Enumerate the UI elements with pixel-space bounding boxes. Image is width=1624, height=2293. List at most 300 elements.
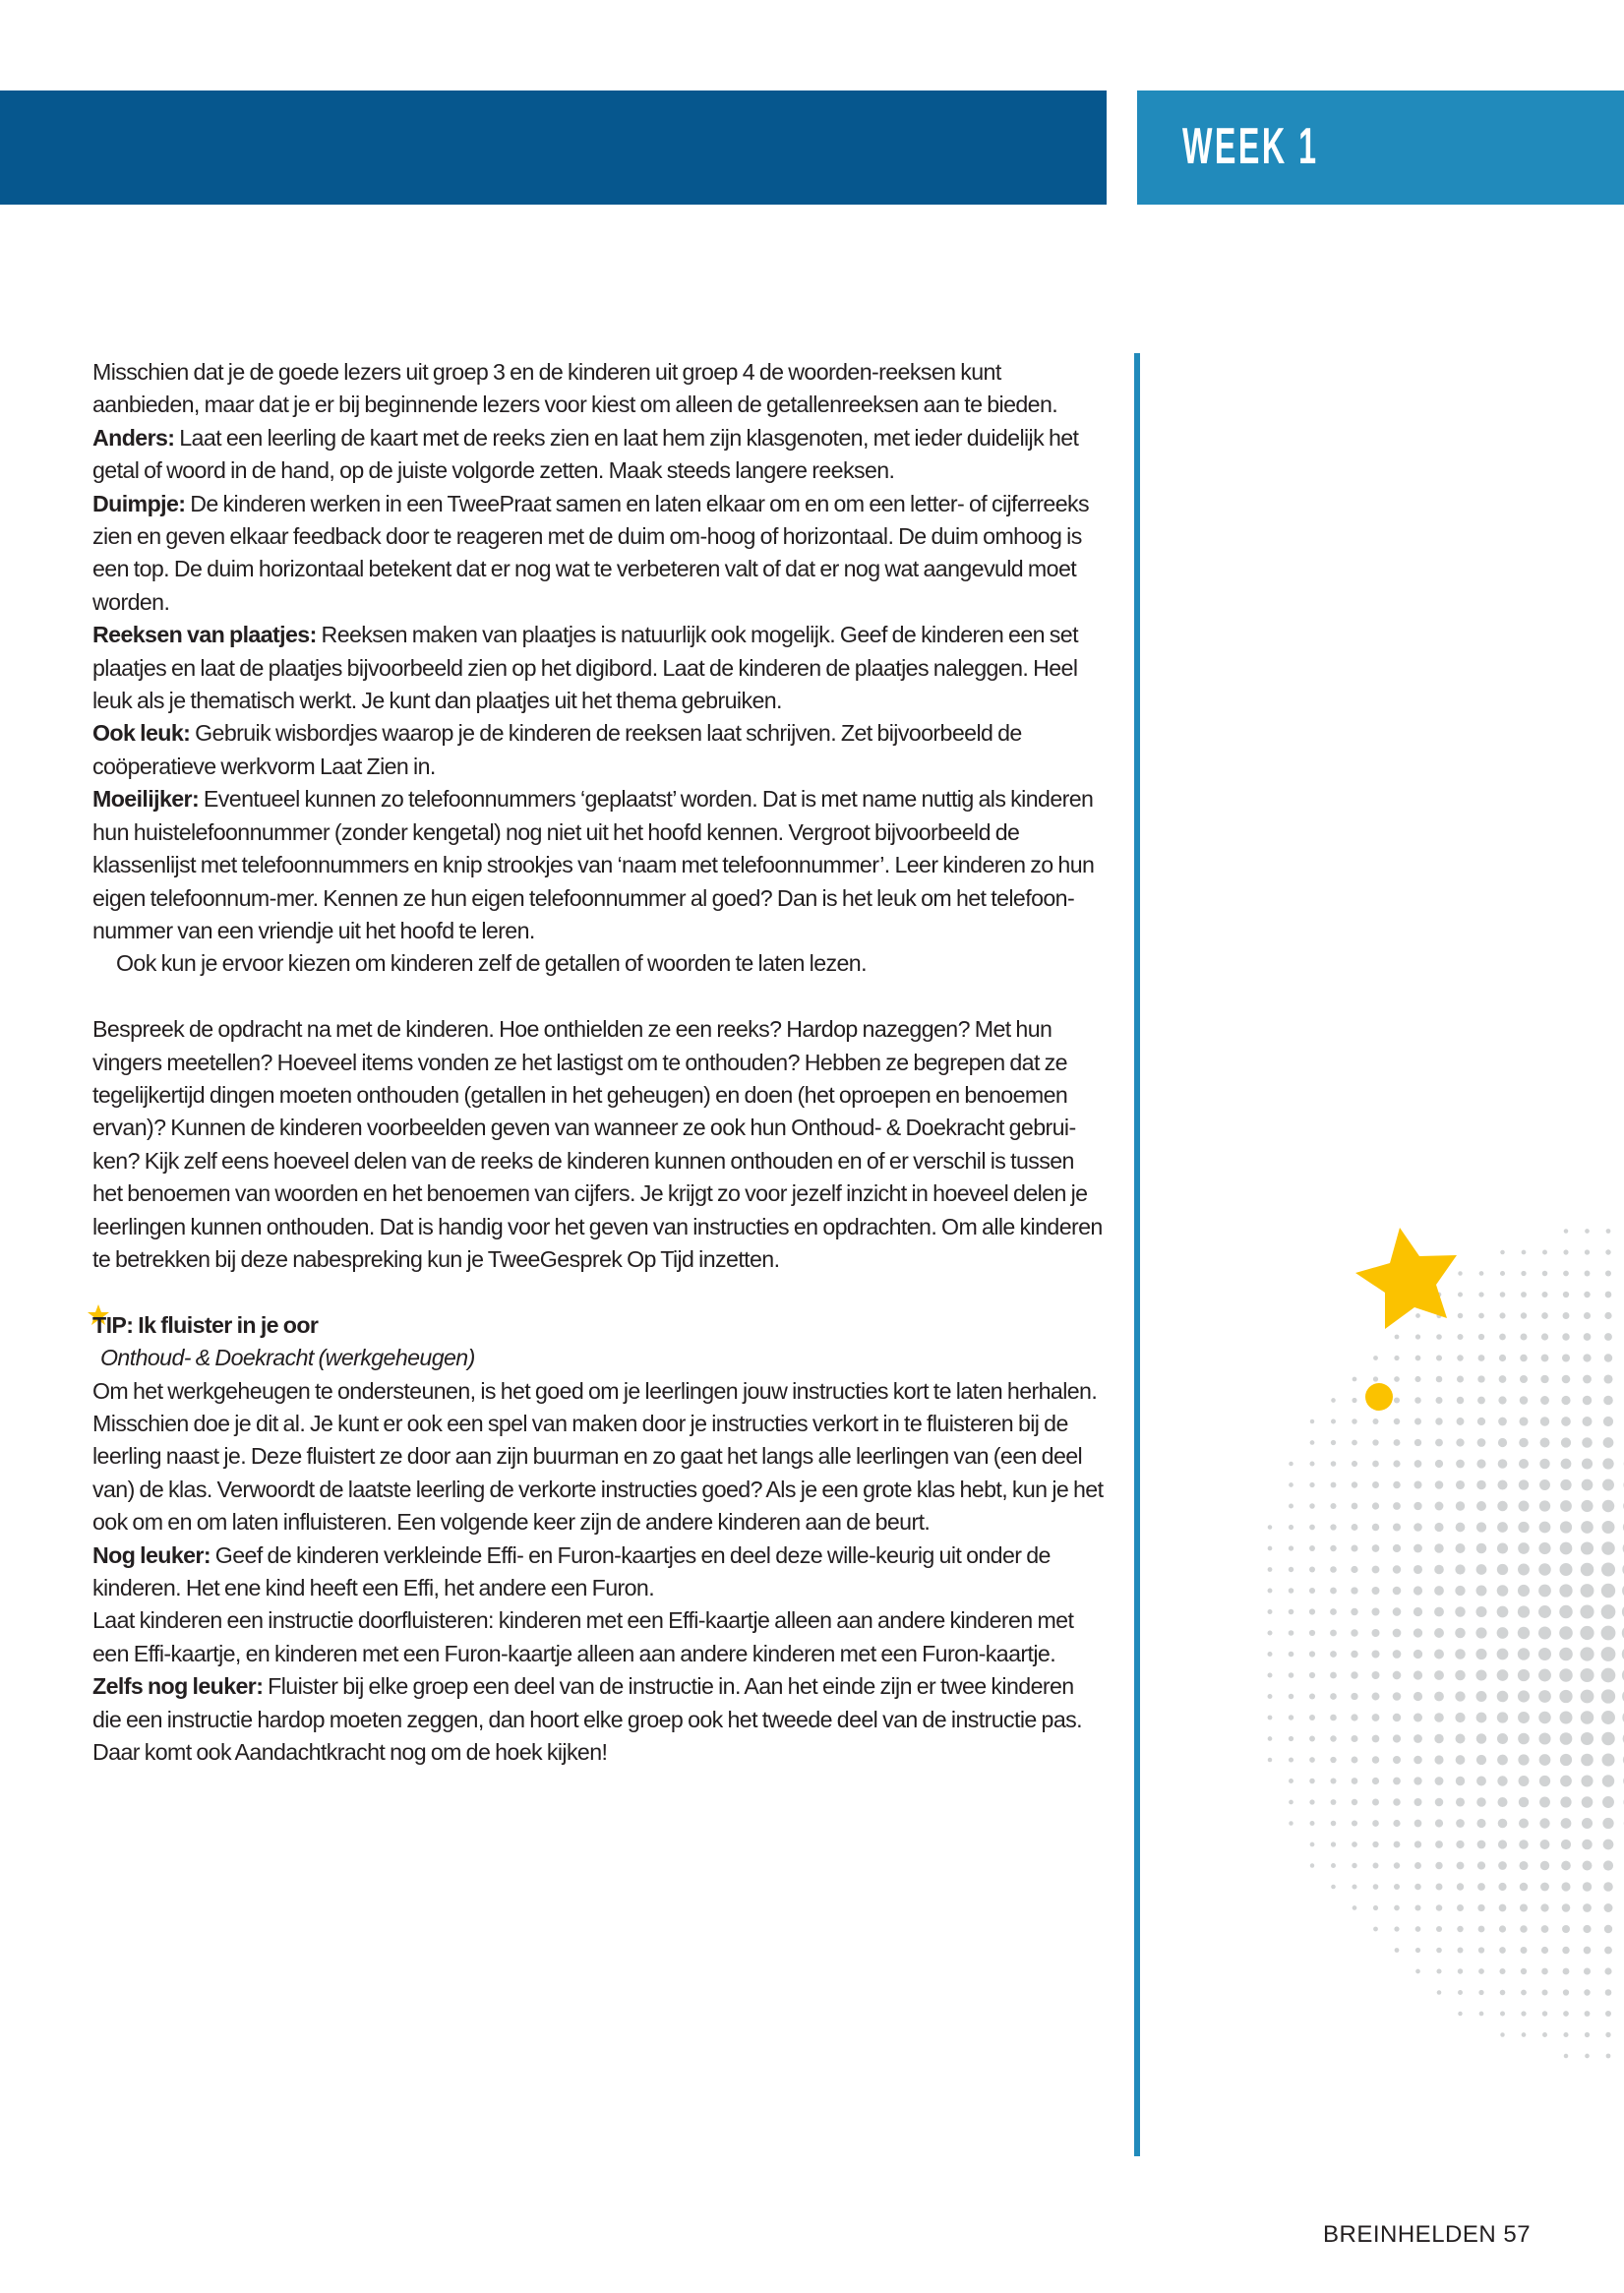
halftone-dot [1309, 1651, 1315, 1657]
halftone-dot [1538, 1542, 1550, 1554]
halftone-dot [1331, 1885, 1336, 1890]
halftone-dot [1604, 1903, 1613, 1912]
halftone-dot [1518, 1522, 1529, 1533]
halftone-dot [1393, 1692, 1402, 1701]
halftone-dot [1372, 1735, 1380, 1743]
halftone-dot [1540, 1417, 1549, 1425]
halftone-dot [1604, 1967, 1611, 1974]
halftone-dot [1606, 1229, 1611, 1234]
halftone-dot [1497, 1606, 1509, 1618]
halftone-dot [1393, 1523, 1401, 1531]
halftone-dot [1538, 1732, 1550, 1744]
halftone-dot [1540, 1438, 1550, 1448]
halftone-dot [1330, 1735, 1336, 1741]
halftone-dot [1330, 1693, 1337, 1700]
label-nog-leuker: Nog leuker: [92, 1541, 211, 1568]
halftone-dot [1331, 1841, 1336, 1846]
halftone-dot [1601, 1647, 1616, 1661]
halftone-dot [1395, 1335, 1400, 1340]
halftone-dot [1330, 1545, 1336, 1551]
halftone-dot [1601, 1732, 1614, 1745]
halftone-dot [1560, 1712, 1573, 1724]
halftone-dot [1413, 1777, 1421, 1784]
halftone-dot [1457, 1376, 1464, 1383]
halftone-dot [1393, 1502, 1401, 1510]
halftone-dot [1455, 1691, 1465, 1701]
halftone-dot [1581, 1754, 1594, 1767]
halftone-dot [1581, 1541, 1594, 1554]
halftone-dot [1583, 1396, 1592, 1405]
halftone-dot [1518, 1733, 1530, 1745]
halftone-dot [1583, 1925, 1591, 1933]
halftone-dot [1393, 1629, 1402, 1638]
halftone-dot [1604, 1312, 1611, 1319]
halftone-dot [1458, 1334, 1464, 1340]
halftone-dot [1475, 1627, 1486, 1638]
halftone-dot [1560, 1479, 1571, 1490]
halftone-dot [1393, 1607, 1402, 1616]
halftone-dot [1434, 1650, 1444, 1659]
halftone-dot [1519, 1479, 1529, 1489]
halftone-dot [1602, 1479, 1614, 1491]
halftone-dot [1309, 1821, 1314, 1826]
halftone-dot [1310, 1440, 1315, 1445]
halftone-dot [1309, 1525, 1315, 1531]
halftone-dot [1455, 1670, 1465, 1680]
halftone-dot [1330, 1588, 1337, 1595]
text-ook-leuk: Gebruik wisbordjes waarop je de kinderen de reeksen laat schrijven. Zet bijvoorbeeld de coöperatieve werkvorm Laat Zien in. [92, 720, 1022, 779]
halftone-dot [1309, 1757, 1315, 1763]
halftone-dot [1562, 1947, 1569, 1954]
halftone-dot [1476, 1501, 1486, 1511]
halftone-dot [1476, 1691, 1487, 1702]
halftone-dot [1585, 2011, 1591, 2017]
halftone-dot [1351, 1671, 1357, 1678]
halftone-dot [1372, 1502, 1379, 1509]
halftone-dot [1455, 1649, 1466, 1659]
halftone-dot [1520, 1925, 1527, 1932]
halftone-dot [1497, 1585, 1509, 1597]
halftone-dot [1582, 1840, 1593, 1850]
paragraph-moeilijker [92, 783, 1106, 947]
halftone-dot [1560, 1500, 1572, 1512]
halftone-dot [1584, 1989, 1590, 1995]
halftone-dot [1601, 1626, 1616, 1641]
halftone-dot [1413, 1628, 1422, 1637]
halftone-dot [1372, 1566, 1380, 1574]
halftone-dot [1394, 1397, 1400, 1403]
halftone-dot [1582, 1458, 1593, 1469]
halftone-dot [1413, 1523, 1422, 1532]
halftone-dot [1539, 1776, 1550, 1786]
halftone-dot [1393, 1756, 1401, 1764]
halftone-dot [1434, 1523, 1443, 1532]
halftone-dot [1538, 1669, 1551, 1682]
label-moeilijker: Moeilijker: [92, 786, 200, 813]
halftone-dot [1559, 1626, 1573, 1640]
halftone-dot [1268, 1631, 1273, 1636]
halftone-dot [1331, 1440, 1336, 1445]
halftone-dot [1500, 1292, 1506, 1297]
halftone-dot [1393, 1587, 1402, 1596]
halftone-dot [1521, 2011, 1526, 2016]
halftone-dot [1500, 1990, 1506, 1996]
halftone-dot [1522, 2032, 1527, 2037]
halftone-dot [1330, 1630, 1337, 1637]
halftone-dot [1520, 1375, 1528, 1383]
halftone-dot [1268, 1567, 1273, 1572]
halftone-dot [1584, 1312, 1591, 1319]
halftone-dot [1560, 1796, 1571, 1807]
halftone-dot [1415, 1334, 1420, 1339]
label-anders: Anders: [92, 424, 175, 451]
halftone-dot [1457, 1355, 1464, 1361]
tip-title: TIP: Ik fluister in je oor [92, 1311, 319, 1338]
halftone-dot [1519, 1840, 1529, 1849]
halftone-dot [1519, 1501, 1530, 1512]
halftone-dot [1497, 1712, 1508, 1722]
halftone-dot [1455, 1564, 1465, 1574]
halftone-dot [1562, 1354, 1570, 1361]
halftone-dot [1476, 1522, 1486, 1532]
halftone-dot [1542, 1250, 1547, 1255]
halftone-dot [1436, 1968, 1441, 1973]
halftone-dot [1498, 1418, 1507, 1426]
halftone-dot [1519, 1819, 1529, 1829]
halftone-dot [1582, 1479, 1594, 1491]
halftone-dot [1605, 2011, 1611, 2017]
halftone-dot [1457, 1926, 1463, 1932]
halftone-dot [1436, 1376, 1443, 1383]
halftone-dot [1500, 2032, 1504, 2036]
halftone-dot [1538, 1712, 1550, 1723]
halftone-dot [1330, 1524, 1336, 1530]
halftone-dot [1521, 1990, 1527, 1996]
halftone-dot [1413, 1607, 1422, 1616]
halftone-dot [1561, 1396, 1570, 1405]
halftone-dot [1372, 1461, 1379, 1468]
halftone-dot [1309, 1693, 1315, 1699]
halftone-dot [1394, 1884, 1400, 1890]
halftone-dot [1521, 1271, 1526, 1276]
halftone-dot [1268, 1525, 1273, 1530]
halftone-dot [1351, 1714, 1357, 1720]
halftone-dot [1393, 1734, 1401, 1742]
halftone-dot [1601, 1711, 1615, 1724]
halftone-dot [1585, 1229, 1590, 1234]
halftone-dot [1434, 1607, 1444, 1617]
halftone-dot [1522, 1250, 1527, 1255]
halftone-dot [1268, 1673, 1273, 1678]
halftone-dot [1455, 1628, 1466, 1639]
halftone-dot [1497, 1797, 1507, 1807]
halftone-dot [1393, 1671, 1402, 1680]
halftone-dot [1605, 2032, 1610, 2037]
halftone-dot [1497, 1691, 1509, 1703]
halftone-dot [1585, 2054, 1590, 2059]
halftone-dot [1479, 1271, 1484, 1276]
halftone-dot [1561, 1840, 1571, 1849]
halftone-dot [1605, 1292, 1612, 1298]
halftone-dot [1581, 1584, 1594, 1598]
halftone-dot [1371, 1671, 1379, 1679]
halftone-dot [1581, 1711, 1594, 1723]
halftone-dot [1414, 1439, 1421, 1446]
halftone-dot [1478, 1968, 1484, 1974]
halftone-dot [1372, 1544, 1380, 1552]
halftone-dot [1351, 1566, 1357, 1573]
halftone-dot [1309, 1503, 1315, 1509]
halftone-dot [1352, 1398, 1356, 1403]
halftone-dot [1603, 1417, 1613, 1426]
halftone-dot [1413, 1714, 1422, 1722]
halftone-dot [1476, 1777, 1486, 1786]
halftone-dot [1538, 1605, 1551, 1618]
halftone-dot [1458, 1968, 1463, 1973]
page-footer: BREINHELDEN 57 [1323, 2221, 1532, 2248]
halftone-dot [1435, 1418, 1442, 1424]
halftone-dot [1603, 1840, 1614, 1850]
halftone-dot [1434, 1734, 1443, 1743]
halftone-dot [1457, 1397, 1464, 1404]
halftone-dot [1310, 1863, 1314, 1867]
halftone-dot [1561, 1437, 1571, 1447]
halftone-dot [1456, 1840, 1464, 1848]
halftone-dot [1437, 1990, 1442, 1995]
halftone-dot [1563, 1271, 1569, 1277]
halftone-dot [1580, 1626, 1594, 1640]
paragraph-tip: Om het werkgeheugen te ondersteunen, is het goed om je leerlingen jouw instructies kort te laten herhalen. Misschien doe je dit al. Je kunt er ook een spel van maken door je instructies verkort in te fluisteren bij de leerling naast je. Deze fluistert ze door aan zijn buurman en zo gaat het langs alle leerlingen van (een deel van) de klas. Verwoordt de laatste leerling de verkorte instructies goed? Als je een grote klas hebt, kun je het ook om en om laten influisteren. Een volgende keer zijn de andere kinderen aan de beurt. [92, 1377, 1104, 1536]
halftone-dot [1458, 1293, 1463, 1297]
halftone-dot [1393, 1820, 1400, 1827]
halftone-dot [1538, 1690, 1551, 1703]
halftone-dot [1604, 1925, 1612, 1933]
halftone-dot [1413, 1670, 1422, 1679]
halftone-dot [1583, 1882, 1592, 1891]
halftone-dot [1435, 1480, 1444, 1489]
halftone-dot [1372, 1799, 1379, 1806]
halftone-dot [1601, 1541, 1615, 1555]
halftone-dot [1498, 1883, 1506, 1891]
halftone-dot [1268, 1694, 1273, 1699]
halftone-decoration [1131, 1180, 1624, 2164]
halftone-dot [1373, 1376, 1378, 1381]
halftone-dot [1456, 1438, 1464, 1446]
halftone-dot [1436, 1355, 1442, 1360]
halftone-dot [1603, 1437, 1614, 1448]
halftone-dot [1352, 1799, 1357, 1805]
halftone-dot [1601, 1689, 1615, 1703]
halftone-dot [1499, 1375, 1507, 1383]
halftone-dot [1601, 1668, 1616, 1683]
halftone-dot [1581, 1690, 1594, 1704]
label-duimpje: Duimpje: [92, 490, 186, 516]
halftone-dot [1413, 1692, 1422, 1701]
halftone-dot [1414, 1904, 1420, 1910]
halftone-dot [1414, 1820, 1422, 1828]
halftone-dot [1413, 1565, 1422, 1574]
halftone-dot [1458, 2012, 1462, 2016]
halftone-dot [1435, 1439, 1443, 1447]
halftone-dot [1456, 1501, 1465, 1510]
halftone-dot [1309, 1799, 1314, 1804]
halftone-dot [1604, 1354, 1612, 1361]
halftone-dot [1540, 1396, 1549, 1405]
spacer [92, 981, 1106, 1013]
halftone-dot [1309, 1482, 1314, 1487]
halftone-dot [1393, 1460, 1400, 1467]
halftone-dot [1372, 1587, 1380, 1595]
halftone-dot [1372, 1756, 1379, 1763]
halftone-dot [1456, 1777, 1465, 1785]
halftone-dot [1414, 1397, 1421, 1404]
halftone-dot [1330, 1672, 1337, 1679]
halftone-dot [1309, 1630, 1315, 1636]
halftone-dot [1434, 1565, 1444, 1575]
halftone-dot [1458, 1313, 1464, 1319]
halftone-dot [1372, 1524, 1379, 1531]
halftone-dot [1415, 1969, 1420, 1974]
halftone-dot [1476, 1459, 1485, 1468]
halftone-dot [1372, 1439, 1378, 1445]
halftone-dot [1394, 1418, 1400, 1424]
halftone-dot [1331, 1419, 1336, 1424]
halftone-dot [1413, 1798, 1421, 1806]
halftone-dot [1497, 1501, 1507, 1511]
halftone-dot [1353, 1377, 1357, 1382]
halftone-dot [1414, 1460, 1422, 1468]
halftone-dot [1331, 1461, 1337, 1467]
halftone-dot [1499, 1947, 1506, 1954]
tip-subtitle: Onthoud- & Doekracht (werkgeheugen) [100, 1345, 475, 1371]
halftone-dot [1456, 1460, 1465, 1469]
halftone-dot [1413, 1734, 1422, 1743]
halftone-dot [1559, 1690, 1572, 1703]
halftone-dot [1601, 1563, 1615, 1577]
halftone-dot [1538, 1563, 1550, 1575]
halftone-dot [1289, 1779, 1293, 1783]
halftone-dot [1413, 1502, 1421, 1510]
halftone-dot [1434, 1543, 1443, 1552]
paragraph-ook-leuk [92, 717, 1106, 783]
halftone-dot [1415, 1313, 1420, 1318]
intro-paragraph: Misschien dat je de goede lezers uit groep 3 en de kinderen uit groep 4 de woorden-reeksen kunt aanbieden, maar dat je er bij beginnende lezers voor kiest om alleen de getallenreeksen aan te bieden. [92, 359, 1058, 418]
halftone-dot [1394, 1926, 1399, 1931]
halftone-dot [1563, 2011, 1569, 2017]
halftone-dot [1393, 1565, 1401, 1573]
halftone-dot [1309, 1672, 1315, 1678]
halftone-dot [1580, 1647, 1594, 1660]
header-bar [0, 91, 1107, 205]
halftone-dot [1562, 1375, 1571, 1384]
halftone-dot [1519, 1861, 1528, 1870]
halftone-dot [1331, 1799, 1337, 1805]
halftone-dot [1289, 1736, 1293, 1741]
halftone-dot [1601, 1604, 1616, 1619]
halftone-dot [1602, 1521, 1615, 1534]
halftone-dot [1564, 1229, 1569, 1234]
halftone-dot [1476, 1713, 1487, 1723]
week-title: WEEK 1 [1182, 118, 1319, 175]
halftone-dot [1268, 1609, 1273, 1614]
halftone-dot [1498, 1396, 1506, 1404]
halftone-dot [1331, 1398, 1336, 1403]
halftone-dot [1541, 1312, 1548, 1319]
halftone-dot [1580, 1604, 1594, 1618]
halftone-dot [1289, 1482, 1293, 1487]
halftone-dot [1559, 1584, 1572, 1597]
halftone-dot [1372, 1481, 1379, 1488]
halftone-dot [1353, 1905, 1357, 1910]
halftone-dot [1580, 1668, 1594, 1682]
halftone-dot [1352, 1461, 1357, 1467]
halftone-dot [1541, 1355, 1549, 1362]
halftone-dot [1540, 1375, 1548, 1383]
halftone-dot [1542, 1271, 1548, 1277]
halftone-dot [1540, 1903, 1548, 1911]
halftone-dot [1331, 1863, 1336, 1868]
halftone-dot [1539, 1479, 1550, 1490]
halftone-dot [1352, 1884, 1356, 1889]
halftone-dot [1289, 1504, 1293, 1509]
halftone-dot [1541, 1925, 1549, 1933]
halftone-dot [1541, 1989, 1547, 1995]
halftone-dot [1268, 1546, 1273, 1551]
halftone-dot [1394, 1439, 1401, 1446]
halftone-dot [1605, 1989, 1612, 1996]
halftone-dot [1541, 1292, 1547, 1297]
halftone-dot [1436, 1884, 1443, 1891]
halftone-dot [1584, 1967, 1591, 1974]
halftone-dot [1414, 1862, 1421, 1869]
halftone-dot [1583, 1354, 1591, 1361]
halftone-dot [1500, 1250, 1504, 1254]
label-ook-leuk: Ook leuk: [92, 720, 191, 747]
halftone-dot [1330, 1608, 1337, 1615]
halftone-dot [1393, 1798, 1400, 1805]
halftone-dot [1562, 1333, 1569, 1340]
halftone-dot [1434, 1628, 1444, 1638]
halftone-dot [1309, 1779, 1315, 1784]
halftone-dot [1478, 1292, 1483, 1297]
halftone-dot [1541, 1947, 1548, 1954]
halftone-dot [1563, 1968, 1570, 1975]
halftone-dot [1393, 1544, 1401, 1552]
halftone-dot [1582, 1796, 1594, 1808]
halftone-dot [1413, 1544, 1422, 1553]
halftone-dot [1414, 1840, 1421, 1847]
halftone-dot [1394, 1862, 1400, 1868]
halftone-dot [1289, 1567, 1293, 1572]
halftone-dot [1519, 1776, 1530, 1786]
halftone-dot [1289, 1694, 1294, 1700]
halftone-dot [1352, 1440, 1357, 1446]
halftone-dot [1603, 1374, 1612, 1383]
halftone-dot [1289, 1630, 1294, 1636]
halftone-dot [1351, 1651, 1357, 1658]
paragraph-bespreek: Bespreek de opdracht na met de kinderen. Hoe onthielden ze een reeks? Hardop nazeggen? Met hun vingers meetellen? Hoeveel items vonden ze het lastigst om te onthouden? Hebben ze begrepen dat ze tegelijkertijd dingen moeten onthouden (getallen in het geheugen) en doen (het oproepen en benoemen ervan)? Kunnen de kinderen voorbeelden geven van wanneer ze ook hun Onthoud- & Doekracht gebrui-ken? Kijk zelf eens hoeveel delen van de reeks de kinderen kunnen onthouden en of er verschil is tussen het benoemen van woorden en het benoemen van cijfers. Je krijgt zo voor jezelf inzicht in hoeveel delen je leerlingen kunnen onthouden. Dat is handig voor het geven van instructies en opdrachten. Om alle kinderen te betrekken bij deze nabespreking kun je TweeGesprek Op Tijd inzetten. [92, 1016, 1103, 1272]
halftone-dot [1540, 1840, 1550, 1849]
halftone-dot [1475, 1606, 1486, 1617]
paragraph-ook-kun: Ook kun je ervoor kiezen om kinderen zelf de getallen of woorden te laten lezen. [116, 950, 867, 977]
halftone-dot [1310, 1419, 1314, 1423]
paragraph-plaatjes [92, 619, 1106, 717]
halftone-dot [1413, 1650, 1422, 1659]
halftone-dot [1289, 1462, 1293, 1466]
halftone-dot [1539, 1754, 1551, 1766]
halftone-dot [1561, 1861, 1571, 1871]
halftone-dot [1560, 1521, 1572, 1533]
